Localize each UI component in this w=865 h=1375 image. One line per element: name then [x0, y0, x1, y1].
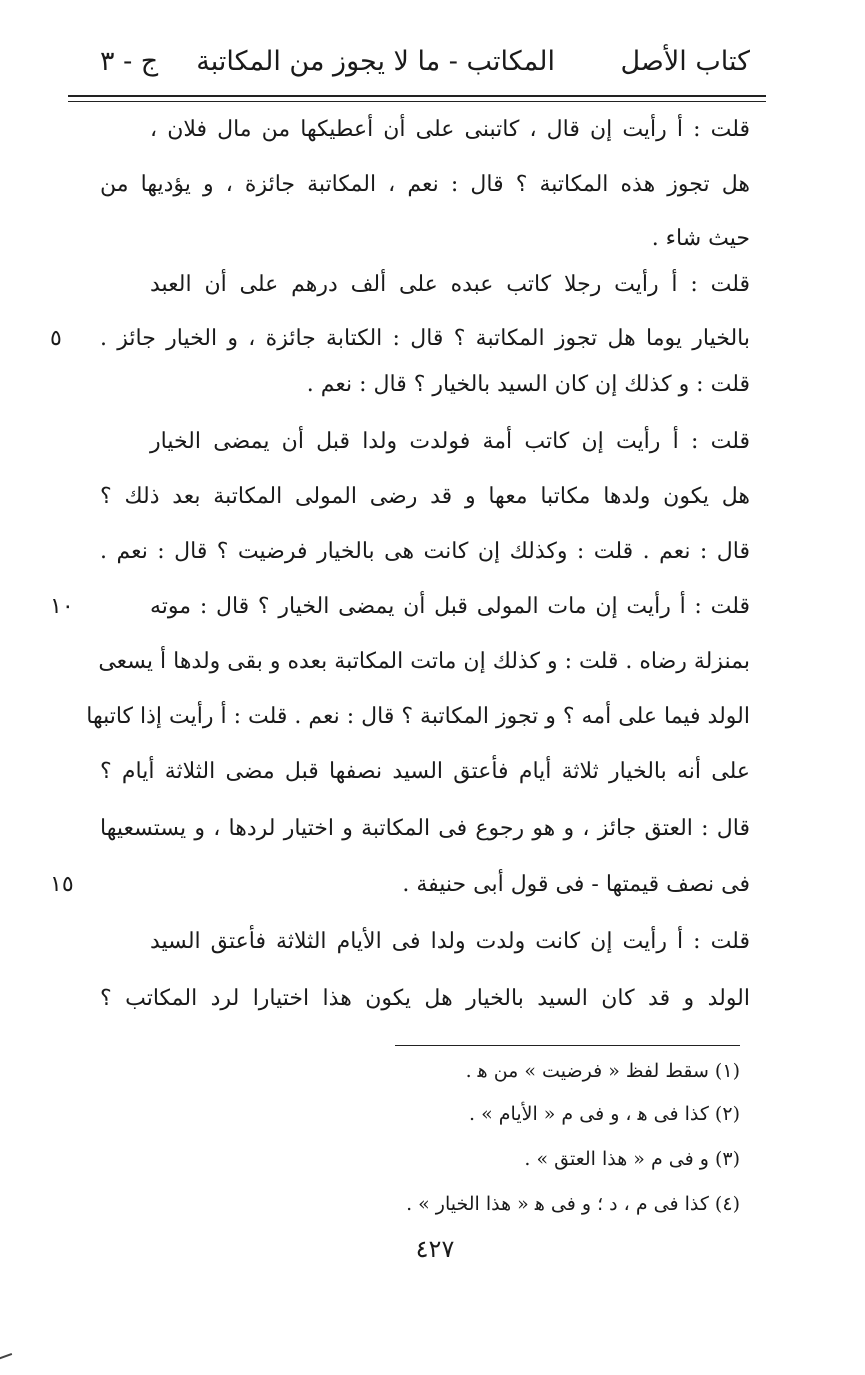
text-line: بمنزلة رضاه . قلت : و كذلك إن ماتت المكاتبة بعده و بقى ولدها أ يسعى: [98, 649, 750, 674]
line-number-10: ١٠: [50, 594, 74, 619]
text-line: الولد فيما على أمه ؟ و تجوز المكاتبة ؟ قال : نعم . قلت : أ رأيت إذا كاتبها: [86, 704, 750, 729]
text-line: فى نصف قيمتها - فى قول أبى حنيفة .: [402, 872, 750, 897]
text-line: قلت : أ رأيت إن قال ، كاتبنى على أن أعطيكها من مال فلان ،: [150, 117, 750, 142]
header-rule-thin: [68, 101, 766, 102]
footnote: (٣) و فى م « هذا العتق » .: [524, 1148, 740, 1170]
text-line: قلت : أ رأيت إن كانت ولدت ولدا فى الأيام الثلاثة فأعتق السيد: [150, 929, 750, 954]
text-line: قلت : أ رأيت إن كاتب أمة فولدت ولدا قبل أن يمضى الخيار: [150, 429, 750, 454]
book-title: كتاب الأصل: [620, 46, 750, 77]
text-line: حيث شاء .: [651, 226, 750, 251]
page-number: ٤٢٧: [415, 1235, 455, 1263]
footnote: (١) سقط لفظ « فرضيت » من ﻫ .: [465, 1060, 740, 1082]
volume-number: ج - ٣: [100, 46, 159, 77]
text-line: على أنه بالخيار ثلاثة أيام فأعتق السيد نصفها قبل مضى الثلاثة أيام ؟: [100, 759, 750, 784]
text-line: قلت : أ رأيت إن مات المولى قبل أن يمضى الخيار ؟ قال : موته: [150, 594, 750, 619]
text-line: قال : العتق جائز ، و هو رجوع فى المكاتبة و اختيار لردها ، و يستسعيها: [100, 816, 750, 841]
text-line: الولد و قد كان السيد بالخيار هل يكون هذا اختيارا لرد المكاتب ؟: [100, 986, 750, 1011]
chapter-title: المكاتب - ما لا يجوز من المكاتبة: [196, 46, 555, 77]
text-line: قلت : و كذلك إن كان السيد بالخيار ؟ قال : نعم .: [306, 372, 750, 397]
text-line: قال : نعم . قلت : وكذلك إن كانت هى بالخيار فرضيت ؟ قال : نعم .: [100, 539, 750, 564]
footnote-rule: [395, 1045, 740, 1046]
line-number-15: ١٥: [50, 872, 74, 897]
line-number-5: ٥: [50, 326, 62, 351]
text-line: هل يكون ولدها مكاتبا معها و قد رضى المولى المكاتبة بعد ذلك ؟: [100, 484, 750, 509]
footnote: (٢) كذا فى ﻫ ، و فى م « الأيام » .: [469, 1103, 740, 1125]
text-line: قلت : أ رأيت رجلا كاتب عبده على ألف درهم على أن العبد: [150, 272, 750, 297]
header-rule: [68, 95, 766, 97]
footnote: (٤) كذا فى م ، د ؛ و فى ﻫ « هذا الخيار » .: [406, 1193, 740, 1215]
text-line: هل تجوز هذه المكاتبة ؟ قال : نعم ، المكاتبة جائزة ، و يؤديها من: [100, 172, 750, 197]
text-line: بالخيار يوما هل تجوز المكاتبة ؟ قال : الكتابة جائزة ، و الخيار جائز .: [100, 326, 750, 351]
running-header: [70, 38, 770, 88]
scan-edge-mark: [0, 1353, 16, 1369]
